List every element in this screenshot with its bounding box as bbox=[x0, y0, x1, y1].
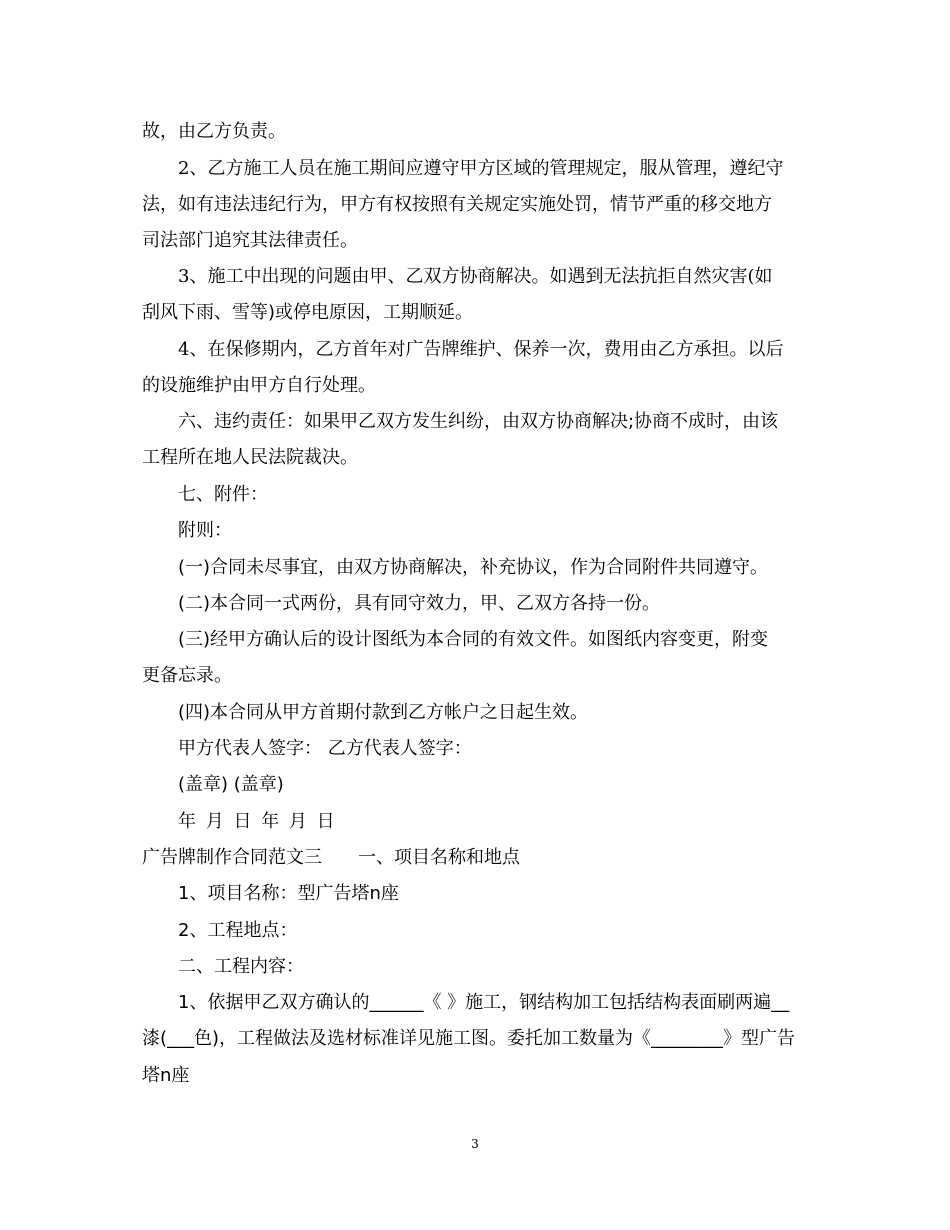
signature-line: 甲方代表人签字： 乙方代表人签字： bbox=[178, 738, 472, 759]
paragraph-line: 1、项目名称：型广告塔n座 bbox=[178, 883, 399, 904]
paragraph-line: (一)合同未尽事宜，由双方协商解决，补充协议，作为合同附件共同遵守。 bbox=[178, 557, 769, 578]
paragraph-line: 2、工程地点： bbox=[178, 920, 298, 941]
paragraph-line: (四)本合同从甲方首期付款到乙方帐户之日起生效。 bbox=[178, 702, 589, 723]
paragraph-line: 故，由乙方负责。 bbox=[142, 121, 286, 142]
paragraph-line: 司法部门追究其法律责任。 bbox=[142, 230, 358, 251]
paragraph-line: 工程所在地人民法院裁决。 bbox=[142, 447, 358, 468]
section-heading: 六、违约责任：如果甲乙双方发生纠纷，由双方协商解决;协商不成时，由该 bbox=[178, 411, 779, 432]
paragraph-line: 法，如有违法违纪行为，甲方有权按照有关规定实施处罚，情节严重的移交地方 bbox=[142, 194, 772, 215]
paragraph-line: 更备忘录。 bbox=[142, 665, 232, 686]
section-heading: 一、项目名称和地点 bbox=[358, 847, 520, 868]
document-subtitle: 广告牌制作合同范文三 bbox=[142, 847, 322, 868]
section-heading: 七、附件： bbox=[178, 484, 268, 505]
paragraph-line: 刮风下雨、雪等)或停电原因，工期顺延。 bbox=[142, 302, 474, 323]
paragraph-line: 3、施工中出现的问题由甲、乙双方协商解决。如遇到无法抗拒自然灾害(如 bbox=[178, 266, 773, 287]
paragraph-line: 4、在保修期内，乙方首年对广告牌维护、保养一次，费用由乙方承担。以后 bbox=[178, 339, 784, 360]
page-number: 3 bbox=[471, 1137, 479, 1151]
paragraph-line: 2、乙方施工人员在施工期间应遵守甲方区域的管理规定，服从管理，遵纪守 bbox=[178, 158, 784, 179]
paragraph-line: 的设施维护由甲方自行处理。 bbox=[142, 375, 376, 396]
paragraph-line: 塔n座 bbox=[142, 1065, 190, 1086]
section-heading: 二、工程内容： bbox=[178, 956, 304, 977]
paragraph-line: (二)本合同一式两份，具有同守效力，甲、乙双方各持一份。 bbox=[178, 593, 661, 614]
paragraph-line: 附则： bbox=[178, 520, 232, 541]
heading-line bbox=[142, 846, 810, 870]
seal-line: (盖章) (盖章) bbox=[178, 774, 284, 795]
date-line: 年 月 日 年 月 日 bbox=[178, 811, 337, 832]
paragraph-line: (三)经甲方确认后的设计图纸为本合同的有效文件。如图纸内容变更，附变 bbox=[178, 629, 769, 650]
paragraph-line: 1、依据甲乙双方确认的______《 》施工，钢结构加工包括结构表面刷两遍__ bbox=[178, 992, 790, 1013]
paragraph-line: 漆(___色)，工程做法及选材标准详见施工图。委托加工数量为《________》型广告 bbox=[142, 1028, 796, 1049]
